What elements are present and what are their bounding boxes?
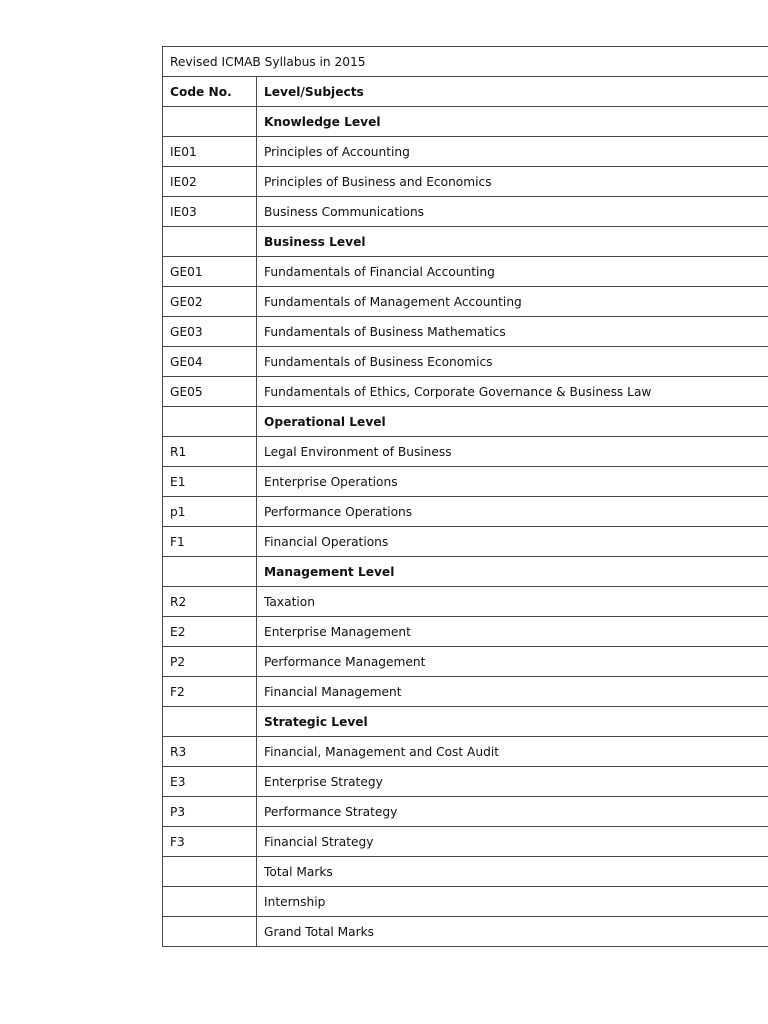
subject-cell: Taxation — [257, 587, 768, 617]
code-cell: IE03 — [163, 197, 257, 227]
table-row — [163, 437, 768, 467]
code-cell — [163, 707, 257, 737]
table-row — [163, 137, 768, 167]
code-cell: R3 — [163, 737, 257, 767]
subject-cell: Grand Total Marks — [257, 917, 768, 947]
code-cell: F3 — [163, 827, 257, 857]
table-row — [163, 887, 768, 917]
table-header-row — [163, 77, 768, 107]
code-cell: E2 — [163, 617, 257, 647]
subject-cell: Financial Management — [257, 677, 768, 707]
subject-cell: Performance Strategy — [257, 797, 768, 827]
table-row — [163, 377, 768, 407]
subject-cell: Financial Strategy — [257, 827, 768, 857]
subject-cell: Performance Operations — [257, 497, 768, 527]
subject-cell: Total Marks — [257, 857, 768, 887]
code-cell: F2 — [163, 677, 257, 707]
code-cell: GE01 — [163, 257, 257, 287]
subject-cell: Internship — [257, 887, 768, 917]
level-heading-row — [163, 107, 768, 137]
code-cell — [163, 107, 257, 137]
subject-cell: Fundamentals of Ethics, Corporate Governance & Business Law — [257, 377, 768, 407]
code-cell — [163, 857, 257, 887]
code-cell: E3 — [163, 767, 257, 797]
code-cell: GE05 — [163, 377, 257, 407]
code-cell — [163, 917, 257, 947]
level-heading: Management Level — [257, 557, 768, 587]
subject-cell: Fundamentals of Financial Accounting — [257, 257, 768, 287]
table-row — [163, 617, 768, 647]
subject-cell: Performance Management — [257, 647, 768, 677]
table-row — [163, 767, 768, 797]
code-cell: IE01 — [163, 137, 257, 167]
table-row — [163, 167, 768, 197]
code-cell: GE04 — [163, 347, 257, 377]
code-cell — [163, 557, 257, 587]
level-heading: Knowledge Level — [257, 107, 768, 137]
subject-cell: Financial Operations — [257, 527, 768, 557]
code-cell: F1 — [163, 527, 257, 557]
table-row — [163, 287, 768, 317]
subject-cell: Fundamentals of Management Accounting — [257, 287, 768, 317]
table-row — [163, 737, 768, 767]
table-row — [163, 797, 768, 827]
syllabus-table — [162, 46, 768, 947]
table-row — [163, 317, 768, 347]
level-heading-row — [163, 227, 768, 257]
table-row — [163, 827, 768, 857]
subject-cell: Principles of Accounting — [257, 137, 768, 167]
subject-cell: Enterprise Operations — [257, 467, 768, 497]
table-row — [163, 647, 768, 677]
table-title: Revised ICMAB Syllabus in 2015 — [163, 47, 768, 77]
subject-cell: Financial, Management and Cost Audit — [257, 737, 768, 767]
level-heading-row — [163, 407, 768, 437]
subject-cell: Enterprise Management — [257, 617, 768, 647]
table-row — [163, 197, 768, 227]
subjects-column-header: Level/Subjects — [257, 77, 768, 107]
code-cell — [163, 407, 257, 437]
table-row — [163, 347, 768, 377]
code-cell: R1 — [163, 437, 257, 467]
table-row — [163, 917, 768, 947]
subject-cell: Enterprise Strategy — [257, 767, 768, 797]
subject-cell: Fundamentals of Business Economics — [257, 347, 768, 377]
level-heading-row — [163, 707, 768, 737]
code-cell — [163, 227, 257, 257]
code-cell: p1 — [163, 497, 257, 527]
code-cell: E1 — [163, 467, 257, 497]
code-cell: GE02 — [163, 287, 257, 317]
syllabus-table-body — [163, 47, 768, 947]
code-cell: GE03 — [163, 317, 257, 347]
code-cell: R2 — [163, 587, 257, 617]
table-row — [163, 857, 768, 887]
code-cell: IE02 — [163, 167, 257, 197]
table-row — [163, 257, 768, 287]
table-row — [163, 467, 768, 497]
code-cell: P3 — [163, 797, 257, 827]
code-cell — [163, 887, 257, 917]
level-heading-row — [163, 557, 768, 587]
subject-cell: Business Communications — [257, 197, 768, 227]
level-heading: Operational Level — [257, 407, 768, 437]
subject-cell: Fundamentals of Business Mathematics — [257, 317, 768, 347]
level-heading: Strategic Level — [257, 707, 768, 737]
table-row — [163, 677, 768, 707]
table-title-row — [163, 47, 768, 77]
table-row — [163, 497, 768, 527]
subject-cell: Legal Environment of Business — [257, 437, 768, 467]
subject-cell: Principles of Business and Economics — [257, 167, 768, 197]
code-cell: P2 — [163, 647, 257, 677]
table-row — [163, 527, 768, 557]
level-heading: Business Level — [257, 227, 768, 257]
table-row — [163, 587, 768, 617]
code-column-header: Code No. — [163, 77, 257, 107]
